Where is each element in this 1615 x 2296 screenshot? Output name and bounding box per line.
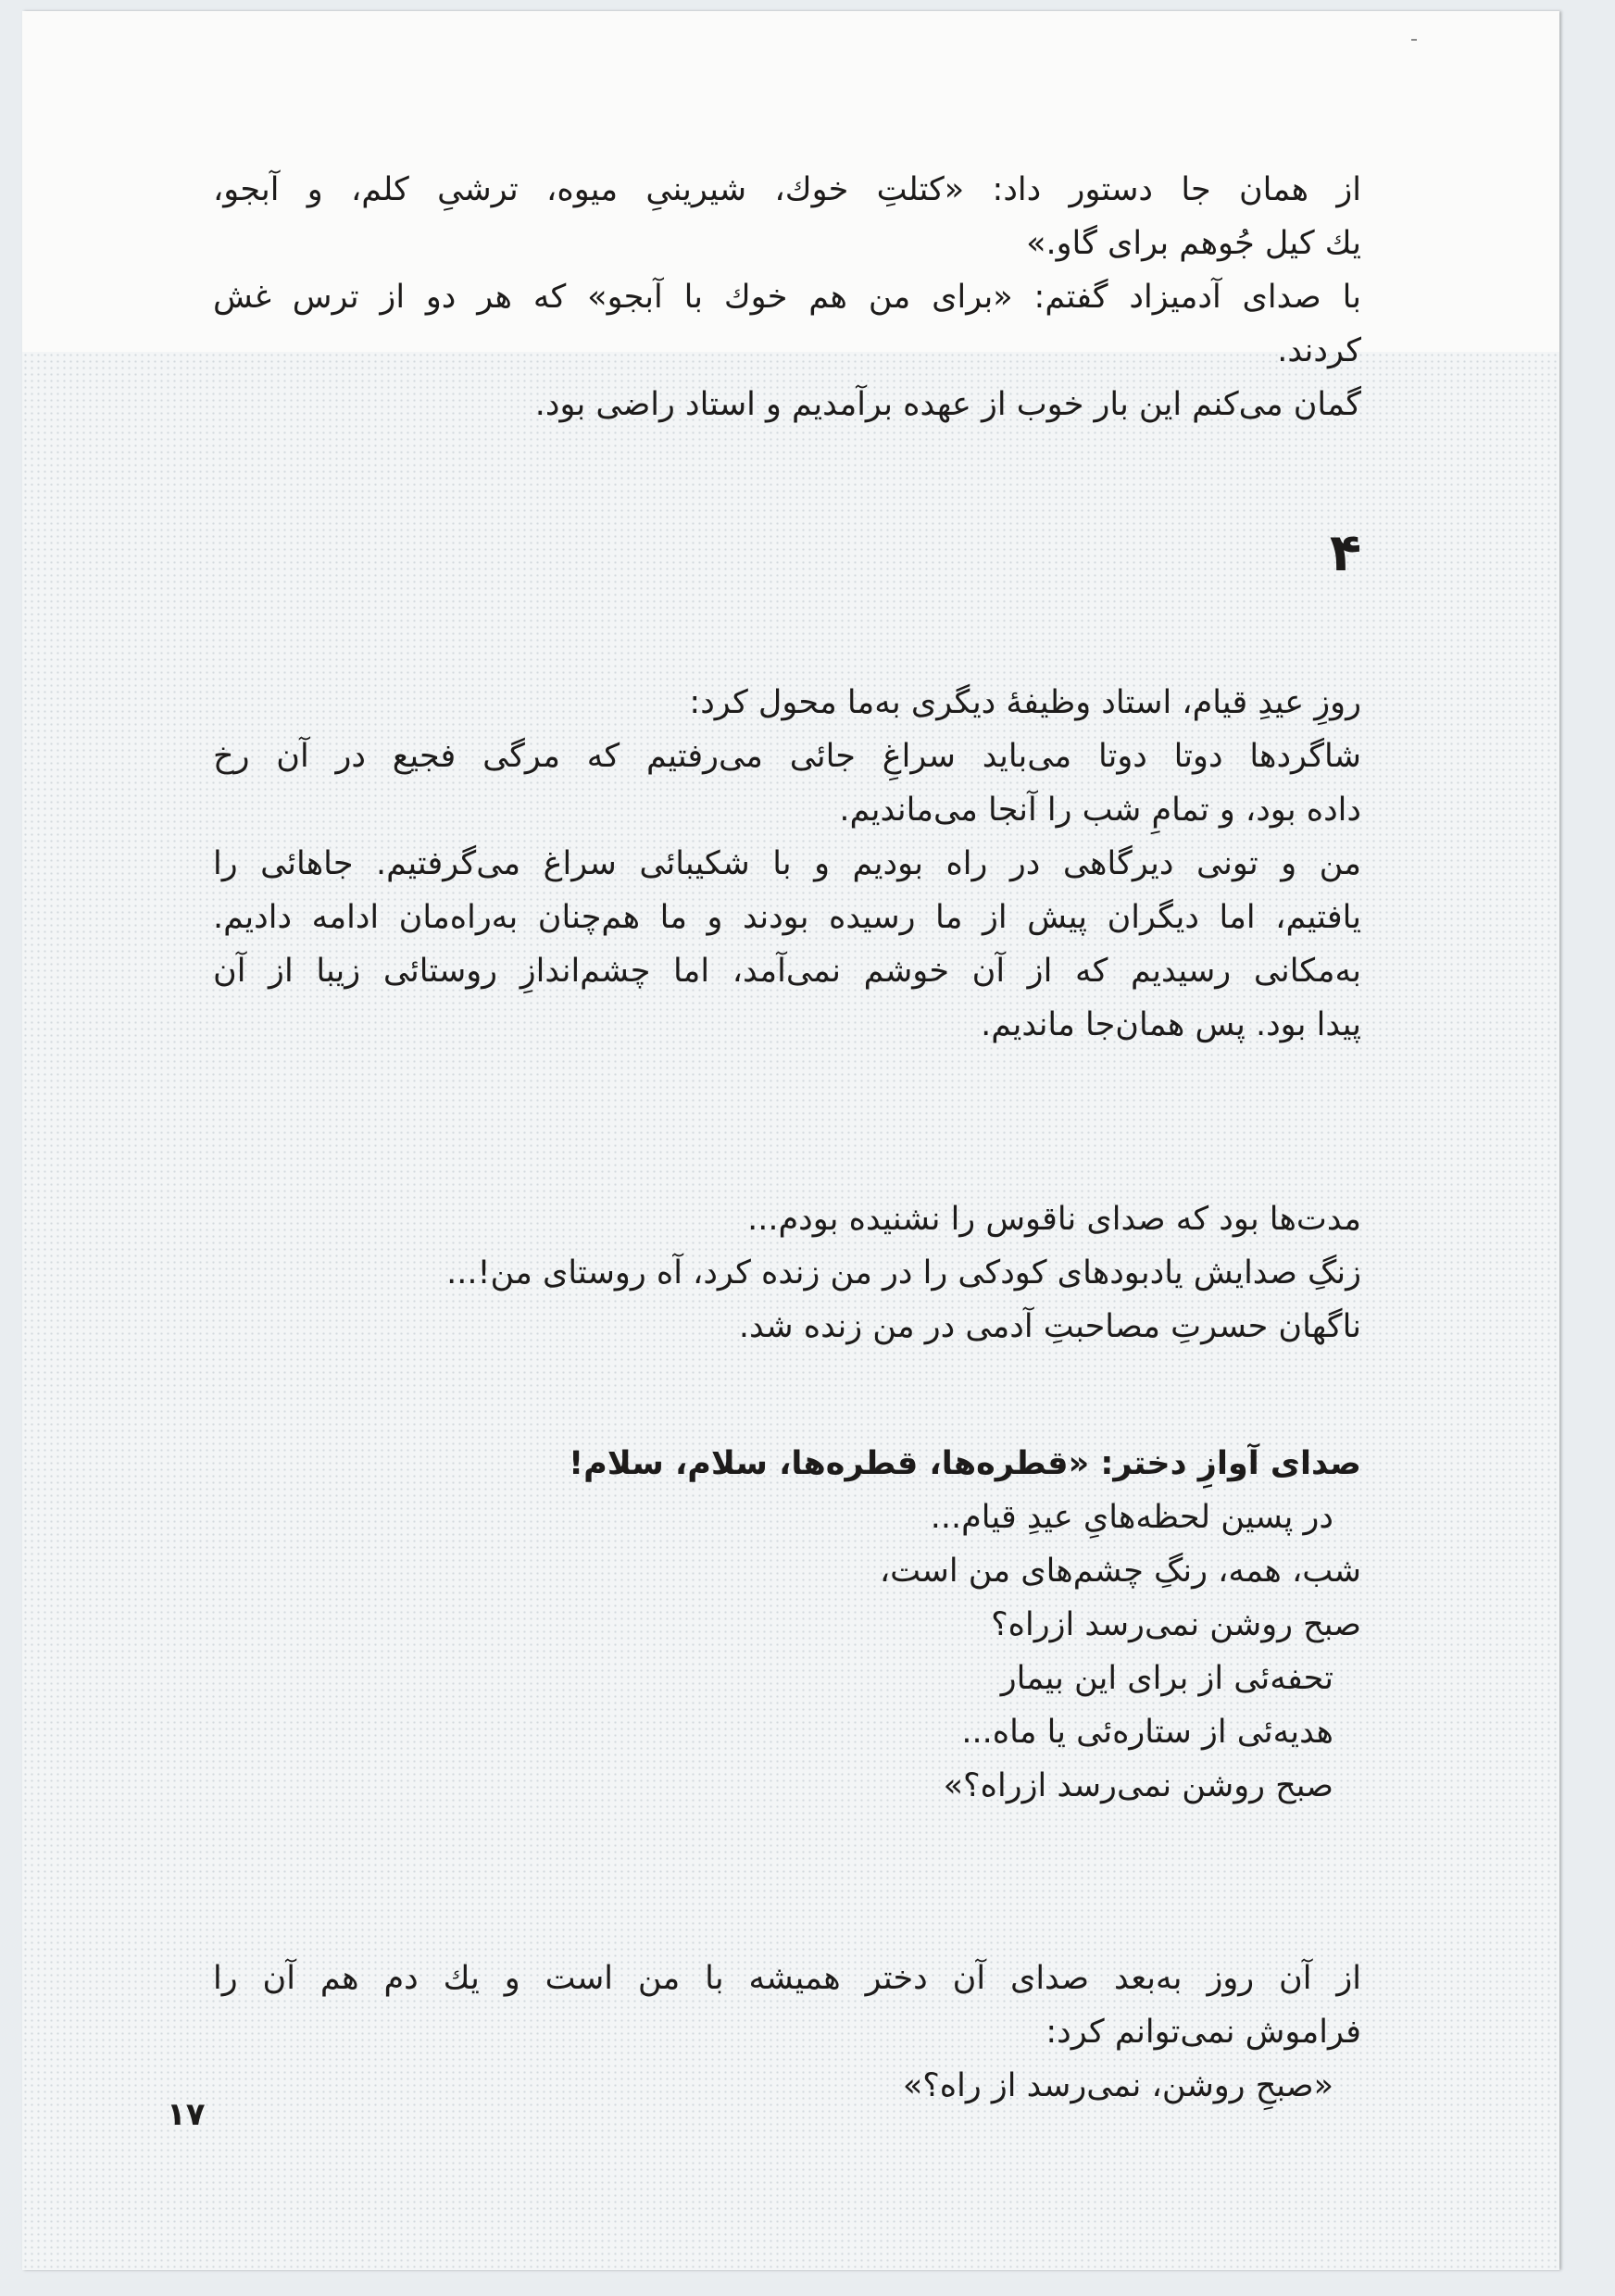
text-line: از همان جا دستور داد: «کتلتِ خوك، شیرینیِ میوه، ترشیِ کلم، و آبجو، (213, 171, 1361, 208)
text-line: با صدای آدمیزاد گفتم: «برای من هم خوك با آبجو» که هر دو از ترس غش (213, 279, 1361, 316)
text-line: فراموش نمی‌توانم کرد: (1045, 2014, 1361, 2051)
text-line: روزِ عیدِ قیام، استاد وظیفهٔ دیگری به‌ما محول کرد: (689, 684, 1361, 721)
text-line: یافتیم، اما دیگران پیش از ما رسیده بودند و ما هم‌چنان به‌راه‌مان ادامه دادیم. (213, 899, 1361, 936)
text-line: گمان می‌کنم این بار خوب از عهده برآمدیم و استاد راضی بود. (534, 386, 1361, 423)
top-paragraph (213, 163, 1361, 431)
ending-paragraph (213, 1952, 1361, 2113)
text-line: به‌مکانی رسیدیم که از آن خوشم نمی‌آمد، اما چشم‌اندازِ روستائی زیبا از آن (213, 953, 1361, 990)
song-line: در پسین لحظه‌هایِ عیدِ قیام... (930, 1499, 1333, 1536)
scan-mark (1411, 39, 1417, 41)
song-intro: صدای آوازِ دختر: «قطره‌ها، قطره‌ها، سلام، سلام! (569, 1445, 1361, 1482)
bell-paragraph (213, 1192, 1361, 1354)
text-line: شاگردها دوتا دوتا می‌باید سراغِ جائی می‌رفتیم که مرگی فجیع در آن رخ (213, 738, 1361, 775)
text-line: من و تونی دیرگاهی در راه بودیم و با شکیبائی سراغ می‌گرفتیم. جاهائی را (213, 845, 1361, 882)
song-section (213, 1437, 1361, 1813)
text-line: ناگهان حسرتِ مصاحبتِ آدمی در من زنده شد. (738, 1308, 1361, 1345)
text-line: یك کیل جُوهم برای گاو.» (1026, 225, 1361, 262)
ending-quote: «صبحِ روشن، نمی‌رسد از راه؟» (902, 2067, 1333, 2104)
song-line: صبح روشن نمی‌رسد ازراه؟ (991, 1606, 1361, 1643)
page-number: ۱۷ (167, 2096, 206, 2133)
text-line: کردند. (1277, 332, 1361, 369)
text-line: زنگِ صدایش یادبودهای کودکی را در من زنده کرد، آه روستای من!... (446, 1254, 1361, 1292)
section-number: ۴ (1329, 523, 1361, 583)
text-line: داده بود، و تمامِ شب را آنجا می‌ماندیم. (839, 792, 1361, 829)
text-line: پیدا بود. پس همان‌جا ماندیم. (981, 1006, 1361, 1043)
section-paragraph (213, 676, 1361, 1052)
text-line: از آن روز به‌بعد صدای آن دختر همیشه با من است و یك دم هم آن را (213, 1960, 1361, 1997)
song-line: شب، همه، رنگِ چشم‌های من است، (879, 1553, 1361, 1590)
text-line: مدت‌ها بود که صدای ناقوس را نشنیده بودم... (747, 1201, 1361, 1238)
song-line: هدیه‌ئی از ستاره‌ئی یا ماه... (961, 1714, 1333, 1751)
song-line: صبح روشن نمی‌رسد ازراه؟» (943, 1767, 1333, 1804)
song-line: تحفه‌ئی از برای این بیمار (1000, 1660, 1333, 1697)
